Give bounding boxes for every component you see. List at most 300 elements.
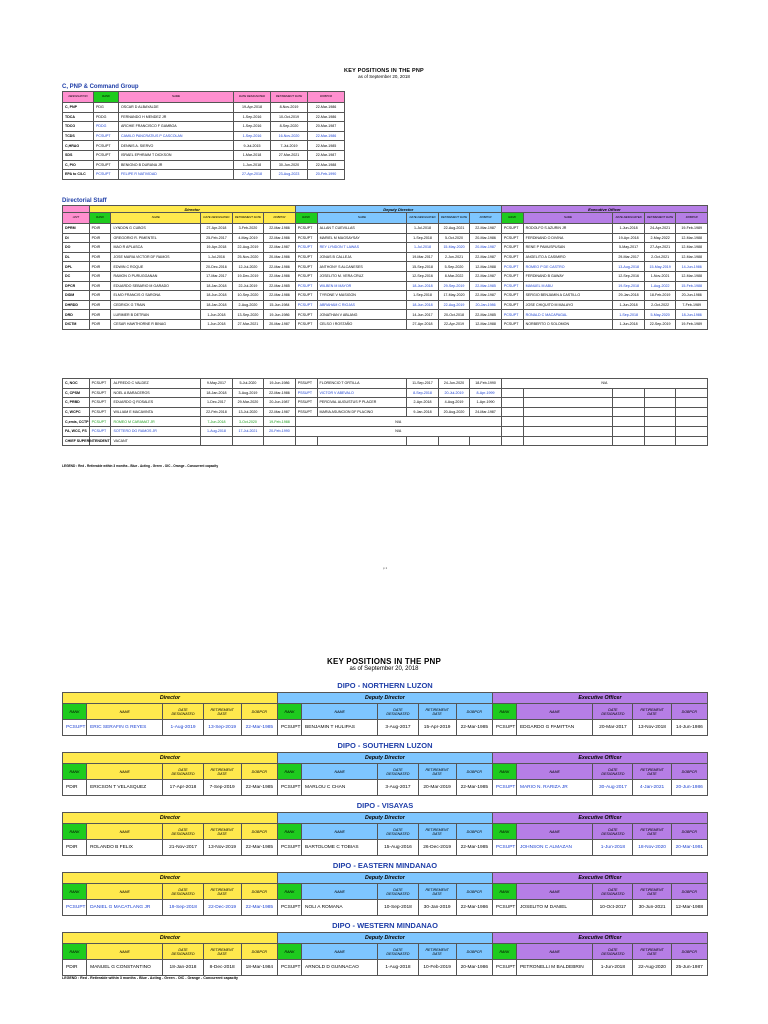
directorial-header-cell: NAME	[523, 213, 613, 224]
command-row	[63, 141, 345, 151]
command-cell: PDDG	[94, 112, 119, 122]
command-cell: PCSUPT	[94, 170, 119, 180]
directorial-cell: PCSUPT	[295, 262, 317, 272]
directorial-cell: 20-Jan-1986	[470, 300, 502, 310]
command-cell: 1-Sep-2016	[234, 131, 271, 141]
other-office-cell: 29-Mar-2020	[232, 398, 264, 408]
directorial-cell: LYNDON G CUBOS	[111, 224, 201, 234]
directorial-cell: MANUEL M ABU	[523, 281, 613, 291]
empty-cell	[501, 407, 523, 417]
directorial-cell: PDIR	[89, 291, 111, 301]
command-cell: PCSUPT	[94, 160, 119, 170]
command-cell: 22-Mar-1985	[308, 141, 345, 151]
other-office-cell: 9-Jan-2018	[407, 407, 439, 417]
dipo-group-cell: Executive Officer	[492, 693, 707, 704]
dipo-header-cell: DATE DESIGNATED	[378, 884, 418, 900]
directorial-cell: 5-Sep-2020	[438, 262, 470, 272]
directorial-row	[63, 310, 708, 320]
dipo-header-cell: NAME	[516, 884, 592, 900]
dipo-cell: 1-Aug-2019	[163, 720, 203, 736]
directorial-cell: 12-Mar-1988	[676, 271, 708, 281]
command-cell: 30-Jun-2020	[271, 160, 308, 170]
dipo-cell: DANIEL G MACATLANG JR	[87, 900, 163, 916]
directorial-cell: 2-May-2022	[644, 233, 676, 243]
dipo-cell: PCSUPT	[492, 720, 516, 736]
command-cell: C,HRAO	[63, 141, 94, 151]
directorial-cell: PDIR	[89, 233, 111, 243]
directorial-cell: DPRM	[63, 224, 90, 234]
directorial-cell: REY LYNDON T LAWAS	[317, 243, 407, 253]
dipo-header-cell: DOBPCR	[241, 944, 277, 960]
directorial-cell: RENE P PAMUSPUSAN	[523, 243, 613, 253]
command-cell: SDS	[63, 150, 94, 160]
other-office-cell	[232, 436, 264, 446]
directorial-row	[63, 262, 708, 272]
command-cell: TDCA	[63, 112, 94, 122]
dipo-header-cell: NAME	[302, 884, 378, 900]
empty-cell	[613, 436, 645, 446]
other-office-cell: PCSUPT	[89, 379, 111, 389]
command-cell: 1-Sep-2016	[234, 112, 271, 122]
dipo-header-cell: DATE DESIGNATED	[163, 764, 203, 780]
command-cell: 22-Mar-1986	[308, 103, 345, 113]
directorial-cell: 22-Mar-1985	[470, 281, 502, 291]
dipo-header-cell: RETIREMENT DATE	[633, 824, 671, 840]
directorial-cell: FERDINAND B GAWAY	[523, 271, 613, 281]
dipo-cell: 7-Sep-2019	[203, 780, 241, 796]
directorial-group-row	[63, 206, 708, 213]
dipo-row	[63, 780, 708, 796]
dipo-header-cell: DOBPCR	[241, 704, 277, 720]
dipo-table	[62, 812, 708, 856]
dipo-cell: 18-Jan-2018	[163, 960, 203, 976]
directorial-cell: 1-Jun-2018	[613, 319, 645, 329]
directorial-cell: PDIR	[89, 252, 111, 262]
directorial-cell: ABRAHAM C RIOJAS	[317, 300, 407, 310]
command-cell: 27-Mar-2021	[271, 150, 308, 160]
directorial-row	[63, 319, 708, 329]
dipo-group-cell: Executive Officer	[492, 813, 707, 824]
directorial-row	[63, 233, 708, 243]
dipo-header-cell: DATE DESIGNATED	[163, 704, 203, 720]
directorial-cell: 24-Apr-2021	[644, 224, 676, 234]
other-office-cell: 19-Feb-1988	[264, 417, 296, 427]
directorial-cell: 1-Nov-2021	[644, 271, 676, 281]
directorial-cell: 22-Mar-1987	[470, 252, 502, 262]
dipo-title: DIPO - NORTHERN LUZON	[337, 681, 433, 690]
dipo-table	[62, 692, 708, 736]
other-office-cell: PERCIVAL AUGUSTUS P PLACER	[317, 398, 407, 408]
dipo-cell: JOSELITO M DANIEL	[516, 900, 592, 916]
directorial-cell: PDIR	[89, 300, 111, 310]
other-office-cell: C,emis, CCTP	[63, 417, 90, 427]
directorial-cell: 10-Sep-2020	[232, 291, 264, 301]
dipo-header-cell: DOBPCR	[671, 764, 707, 780]
other-office-row	[63, 417, 708, 427]
directorial-cell: PDIR	[89, 271, 111, 281]
directorial-cell: 2-Aug-2020	[232, 300, 264, 310]
command-cell: 7-Jul-2019	[271, 141, 308, 151]
other-office-cell: 4-Aug-2019	[438, 398, 470, 408]
directorial-cell: 18-Jun-2018	[407, 281, 439, 291]
command-row	[63, 103, 345, 113]
dipo-table	[62, 932, 708, 976]
directorial-cell: MAO R APLASCA	[111, 243, 201, 253]
directorial-cell: 27-Apr-2018	[201, 224, 233, 234]
directorial-cell: 18-Jan-2018	[201, 300, 233, 310]
other-office-cell: PCSUPT	[89, 398, 111, 408]
directorial-cell: ROMEO P DE CASTRO	[523, 262, 613, 272]
directorial-cell: 20-Mar-1986	[470, 233, 502, 243]
directorial-header-cell: DATE DESIGNATED	[407, 213, 439, 224]
empty-cell	[644, 398, 676, 408]
page2-subtitle: as of September 20, 2018	[349, 666, 419, 672]
dipo-group-cell: Director	[63, 693, 278, 704]
dipo-cell: PCSUPT	[277, 840, 301, 856]
directorial-cell: CELSO I ROSTAÑO	[317, 319, 407, 329]
directorial-cell: 1-Jul-2016	[201, 252, 233, 262]
directorial-cell: 12-Mar-1988	[676, 233, 708, 243]
dipo-cell: 3-Aug-2017	[378, 780, 418, 796]
directorial-cell: ANGELITO A CASIMIRO	[523, 252, 613, 262]
command-cell: PCSUPT	[94, 141, 119, 151]
dipo-cell: PDIR	[63, 960, 87, 976]
other-office-cell: 18-Jan-2018	[201, 388, 233, 398]
command-cell: BENIGNO B DURANA JR	[119, 160, 234, 170]
dipo-header-cell: DATE DESIGNATED	[163, 824, 203, 840]
command-row	[63, 112, 345, 122]
dipo-header-cell: RETIREMENT DATE	[203, 704, 241, 720]
group-header-cell: Executive Officer	[501, 206, 707, 213]
dipo-cell: 22-Mar-1985	[456, 720, 492, 736]
empty-cell	[644, 426, 676, 436]
directorial-cell: 18-Jun-2018	[201, 291, 233, 301]
command-cell: ARCHIE FRANCISCO F GAMBOA	[119, 122, 234, 132]
dipo-title: DIPO - EASTERN MINDANAO	[332, 861, 438, 870]
directorial-cell: 1-Jun-2018	[613, 300, 645, 310]
dipo-header-cell: NAME	[516, 944, 592, 960]
other-office-cell: 7-Jun-2018	[201, 417, 233, 427]
empty-cell	[613, 388, 645, 398]
empty-cell	[523, 417, 613, 427]
directorial-cell: JONATHAN V ABLANG	[317, 310, 407, 320]
directorial-cell: PCSUPT	[295, 281, 317, 291]
other-office-row	[63, 407, 708, 417]
other-office-cell: VACANT	[111, 436, 201, 446]
empty-cell	[613, 398, 645, 408]
command-cell: 20-Feb-1990	[308, 170, 345, 180]
other-office-cell	[470, 436, 502, 446]
dipo-header-cell: DOBPCR	[456, 764, 492, 780]
dipo-title: DIPO - WESTERN MINDANAO	[332, 921, 438, 930]
other-office-cell: 5-Jul-2020	[232, 379, 264, 389]
empty-cell	[676, 407, 708, 417]
directorial-header-cell: RANK	[89, 213, 111, 224]
directorial-cell: 12-Jul-2020	[232, 262, 264, 272]
dipo-header-cell: NAME	[302, 704, 378, 720]
dipo-cell: 21-Nov-2017	[163, 840, 203, 856]
directorial-staff-label: Directorial Staff	[62, 198, 107, 204]
dipo-cell: 22-Aug-2020	[633, 960, 671, 976]
dipo-header-cell: RANK	[63, 944, 87, 960]
dipo-header-row	[63, 764, 708, 780]
dipo-cell: 30-Jan-2019	[418, 900, 456, 916]
dipo-cell: 13-Nov-2019	[203, 840, 241, 856]
directorial-cell: 19-Jun-1986	[264, 310, 296, 320]
dipo-header-cell: DATE DESIGNATED	[378, 944, 418, 960]
other-office-row	[63, 436, 708, 446]
command-group-label: C, PNP & Command Group	[62, 84, 139, 90]
directorial-cell: PCSUPT	[295, 243, 317, 253]
other-office-cell: 22-Feb-2018	[201, 407, 233, 417]
directorial-row	[63, 271, 708, 281]
dipo-header-cell: RETIREMENT DATE	[418, 704, 456, 720]
other-office-cell	[295, 436, 317, 446]
command-row	[63, 170, 345, 180]
command-header-cell: DESIGNATION	[63, 92, 94, 103]
directorial-cell: DICTM	[63, 319, 90, 329]
other-office-cell: 3-Aug-2019	[232, 388, 264, 398]
directorial-cell: WILBEN M MAYOR	[317, 281, 407, 291]
directorial-cell: CESAR HAWTHORNE R BINAG	[111, 319, 201, 329]
command-cell: DENNIS A. SIERVO	[119, 141, 234, 151]
other-office-cell	[407, 436, 439, 446]
directorial-cell: 5-May-2020	[644, 310, 676, 320]
dipo-header-cell: RANK	[277, 704, 301, 720]
other-office-cell: 9-May-2017	[201, 379, 233, 389]
directorial-cell: 1-Jun-2018	[201, 319, 233, 329]
command-cell: 22-Mar-1986	[308, 131, 345, 141]
dipo-cell: ARNOLD D GUNNACAO	[302, 960, 378, 976]
directorial-cell: 27-Apr-2018	[407, 319, 439, 329]
dipo-header-cell: NAME	[87, 884, 163, 900]
dipo-cell: 10-Oct-2017	[593, 900, 633, 916]
directorial-cell: DIDM	[63, 291, 90, 301]
directorial-row	[63, 243, 708, 253]
directorial-cell: SERGIO BENJAMIN A CASTILLO	[523, 291, 613, 301]
directorial-cell: 29-Jan-2018	[613, 291, 645, 301]
dipo-header-cell: DATE DESIGNATED	[163, 884, 203, 900]
command-cell: 9-Jul-2015	[234, 141, 271, 151]
dipo-header-cell: DOBPCR	[456, 704, 492, 720]
dipo-cell: 10-Feb-2019	[418, 960, 456, 976]
other-office-cell: 8-Sep-2018	[407, 388, 439, 398]
directorial-cell: FERDINAND O DIVINA	[523, 233, 613, 243]
directorial-cell: 8-Mar-2022	[438, 271, 470, 281]
empty-cell	[501, 398, 523, 408]
other-office-cell: FLORENCIO T ORTILLA	[317, 379, 407, 389]
directorial-cell: 22-Aug-2021	[438, 224, 470, 234]
legend-2: LEGEND : Red - Retireable within 3 months - Blue - Acting - Green - OIC - Orange - Concurrent capacity	[62, 976, 238, 980]
dipo-cell: 22-Mar-1986	[456, 900, 492, 916]
dipo-header-cell: DOBPCR	[671, 884, 707, 900]
command-cell: OSCAR D ALBAYALDE	[119, 103, 234, 113]
dipo-cell: PCSUPT	[492, 780, 516, 796]
directorial-header-cell: DOBPCR	[470, 213, 502, 224]
directorial-cell: DPCR	[63, 281, 90, 291]
command-cell: 8-Sep-2020	[271, 122, 308, 132]
directorial-cell: 19-Dec-2019	[232, 271, 264, 281]
directorial-staff-table	[62, 205, 708, 330]
command-cell: ISRAEL EPHRAIM T DICKSON	[119, 150, 234, 160]
directorial-cell: 7-Feb-1989	[676, 300, 708, 310]
directorial-cell: 19-Apr-2018	[201, 243, 233, 253]
directorial-cell: PCSUPT	[501, 252, 523, 262]
other-office-cell: 24-Mar-1987	[470, 407, 502, 417]
other-office-cell: 20-Aug-2020	[438, 407, 470, 417]
directorial-cell: 19-Feb-1989	[676, 319, 708, 329]
directorial-cell: 22-Mar-1986	[264, 224, 296, 234]
directorial-cell: 20-Dec-2016	[201, 262, 233, 272]
directorial-cell: DI	[63, 233, 90, 243]
directorial-cell: 22-Aug-2019	[438, 300, 470, 310]
other-office-cell: 22-Mar-1986	[264, 388, 296, 398]
directorial-cell: PDIR	[89, 243, 111, 253]
dipo-header-cell: NAME	[87, 944, 163, 960]
other-office-cell: 20-Jul-2019	[438, 388, 470, 398]
command-cell: TDCO	[63, 122, 94, 132]
directorial-cell: PCSUPT	[295, 300, 317, 310]
directorial-cell: 2-Jun-2021	[438, 252, 470, 262]
other-office-row	[63, 398, 708, 408]
dipo-group-row	[63, 873, 708, 884]
directorial-cell: 17-May-2020	[438, 291, 470, 301]
other-office-row	[63, 426, 708, 436]
dipo-header-row	[63, 944, 708, 960]
dipo-cell: 22-Mar-1985	[241, 780, 277, 796]
directorial-cell: DRD	[63, 310, 90, 320]
empty-cell	[613, 426, 645, 436]
dipo-cell: PCSUPT	[277, 780, 301, 796]
dipo-cell: BARTOLOME C TOBIAS	[302, 840, 378, 856]
dipo-header-cell: RANK	[492, 704, 516, 720]
command-cell: PCSUPT	[94, 150, 119, 160]
dipo-header-cell: NAME	[302, 944, 378, 960]
other-office-cell: PSSUPT	[295, 379, 317, 389]
dipo-header-cell: RANK	[63, 764, 87, 780]
empty-cell	[523, 436, 613, 446]
other-office-cell: PSSUPT	[295, 398, 317, 408]
dipo-header-cell: RETIREMENT DATE	[633, 704, 671, 720]
dipo-header-cell: DATE DESIGNATED	[163, 944, 203, 960]
command-cell: C, PNP	[63, 103, 94, 113]
dipo-cell: 1-Jun-2018	[593, 840, 633, 856]
directorial-cell: 1-Jul-2018	[407, 224, 439, 234]
directorial-cell: 1-Sep-2018	[613, 310, 645, 320]
dipo-group-cell: Deputy Director	[277, 693, 492, 704]
command-cell: 27-Apr-2018	[234, 170, 271, 180]
other-office-cell	[201, 436, 233, 446]
directorial-cell: 1-Aug-2022	[644, 281, 676, 291]
dipo-cell: 4-Jan-2021	[633, 780, 671, 796]
directorial-cell: 22-Aug-2019	[232, 243, 264, 253]
directorial-cell: NORBERTO O SOLOMON	[523, 319, 613, 329]
directorial-cell: PCSUPT	[295, 319, 317, 329]
directorial-cell: 3-Feb-2020	[232, 224, 264, 234]
dipo-cell: 18-Nov-2020	[633, 840, 671, 856]
directorial-cell: RAMON O PURUGGANAN	[111, 271, 201, 281]
directorial-row	[63, 281, 708, 291]
directorial-cell: 17-Mar-2017	[201, 271, 233, 281]
dipo-header-cell: DOBPCR	[456, 944, 492, 960]
dipo-header-row	[63, 824, 708, 840]
directorial-cell: RODOLFO S AZURIN JR	[523, 224, 613, 234]
command-cell: 1-Jun-2018	[234, 160, 271, 170]
other-office-cell: PCSUPT	[89, 388, 111, 398]
directorial-cell: 14-Jun-1986	[676, 262, 708, 272]
dipo-cell: 20-Mar-2017	[593, 720, 633, 736]
dipo-header-cell: DATE DESIGNATED	[378, 824, 418, 840]
directorial-cell: PCSUPT	[295, 224, 317, 234]
directorial-header-cell: UNIT	[63, 213, 90, 224]
dipo-cell: 15-Aug-2016	[378, 840, 418, 856]
directorial-cell: 1-Sep-2018	[407, 233, 439, 243]
other-office-cell	[317, 436, 407, 446]
directorial-cell: ANTHONY S ALCANESES	[317, 262, 407, 272]
directorial-header-cell: RETIREMENT DATE	[232, 213, 264, 224]
dipo-header-cell: DATE DESIGNATED	[593, 704, 633, 720]
dipo-cell: 22-Dec-2019	[203, 900, 241, 916]
other-office-cell: 24-Jun-2020	[438, 379, 470, 389]
directorial-cell: 15-Sep-2018	[407, 262, 439, 272]
directorial-cell: 2-Oct-2021	[644, 252, 676, 262]
command-cell: 10-Oct-2019	[271, 112, 308, 122]
dipo-header-row	[63, 884, 708, 900]
dipo-cell: 14-Jun-1986	[671, 720, 707, 736]
directorial-cell: PDIR	[89, 319, 111, 329]
directorial-cell: 12-Sep-2016	[613, 271, 645, 281]
directorial-cell: 1-Jul-2018	[407, 243, 439, 253]
directorial-cell: RONALD C MACAPAGAL	[523, 310, 613, 320]
directorial-cell: 14-Jun-2017	[407, 310, 439, 320]
directorial-row	[63, 252, 708, 262]
directorial-cell: 4-May-2019	[232, 233, 264, 243]
dipo-group-cell: Deputy Director	[277, 813, 492, 824]
dipo-cell: 19-Sep-2018	[163, 900, 203, 916]
directorial-cell: 12-Sep-2016	[407, 271, 439, 281]
directorial-cell: 12-Mar-1988	[676, 243, 708, 253]
directorial-cell: PCSUPT	[501, 300, 523, 310]
other-office-cell: 1-Aug-2018	[201, 426, 233, 436]
dipo-cell: 30-Aug-2017	[593, 780, 633, 796]
directorial-row	[63, 224, 708, 234]
directorial-cell: PDIR	[89, 262, 111, 272]
dipo-header-cell: RETIREMENT DATE	[418, 824, 456, 840]
page-title: KEY POSITIONS IN THE PNP	[344, 68, 424, 74]
dipo-cell: ROLANDO B FELIX	[87, 840, 163, 856]
empty-cell	[644, 417, 676, 427]
directorial-cell: PCSUPT	[501, 291, 523, 301]
dipo-cell: 22-Mar-1985	[456, 780, 492, 796]
other-office-cell: PCSUPT	[89, 417, 111, 427]
dipo-cell: NOLI A ROMANA	[302, 900, 378, 916]
other-office-cell: 17-Jul-2021	[232, 426, 264, 436]
directorial-cell: 22-Mar-1986	[264, 233, 296, 243]
directorial-cell: 20-Mar-1987	[264, 319, 296, 329]
dipo-cell: 30-Jun-2021	[633, 900, 671, 916]
dipo-group-cell: Executive Officer	[492, 753, 707, 764]
dipo-header-cell: DOBPCR	[456, 824, 492, 840]
directorial-cell: GREGORIO R. PIMENTEL	[111, 233, 201, 243]
directorial-cell: PDIR	[89, 281, 111, 291]
directorial-cell: 12-Mar-1988	[470, 319, 502, 329]
other-office-cell: MARIA ASUNCION DF PLACINO	[317, 407, 407, 417]
command-cell: 23-Aug-2023	[271, 170, 308, 180]
directorial-cell: LURIMER B DETRAN	[111, 310, 201, 320]
other-office-cell: WILLIAM E MACAVINTA	[111, 407, 201, 417]
command-cell: 19-Apr-2018	[234, 103, 271, 113]
dipo-header-cell: RANK	[492, 764, 516, 780]
